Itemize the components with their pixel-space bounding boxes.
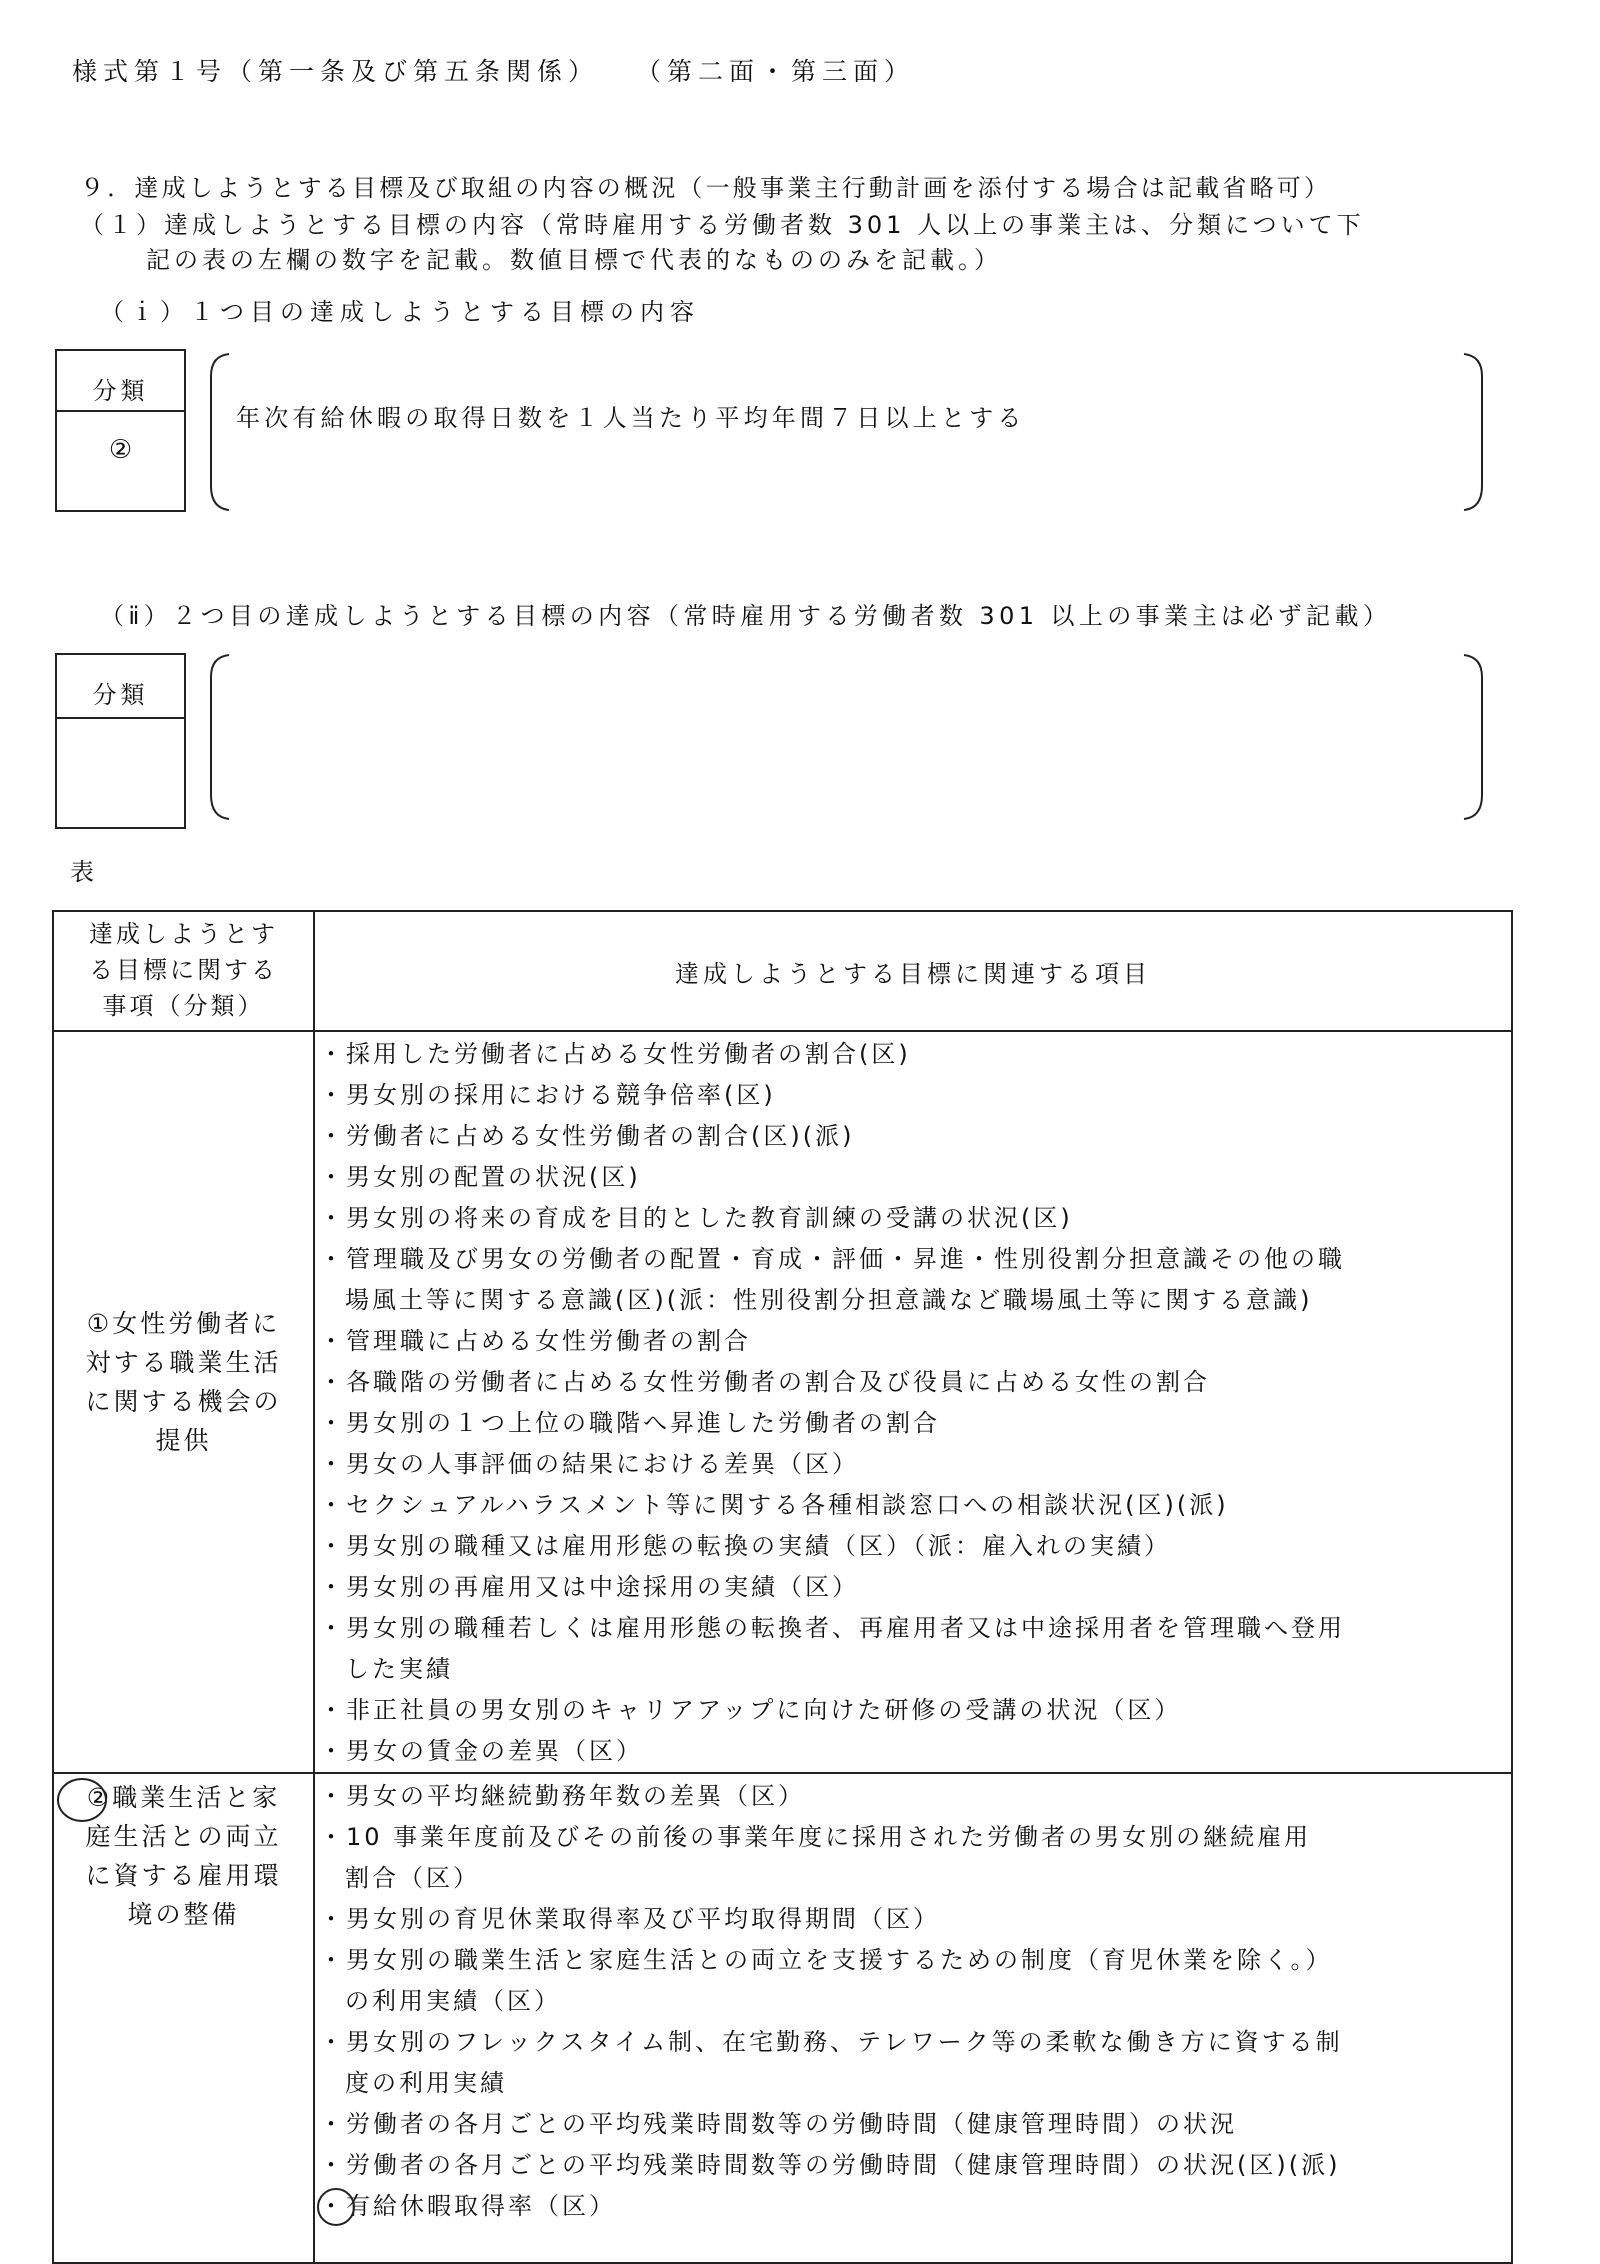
list-item: ・管理職及び男女の労働者の配置・育成・評価・昇進・性別役割分担意識その他の職 場風土等に関する意識(区)(派：性別役割分担意識など職場風土等に関する意識) [319,1245,1345,1314]
header-left-line: る目標に関する [89,956,278,984]
category-line: 対する職業生活 [85,1348,282,1377]
list-item: ・男女別の職業生活と家庭生活との両立を支援するための制度（育児休業を除く。） の利用実績（区） [319,1946,1333,2015]
section-9-title: ９．達成しようとする目標及び取組の内容の概況（一般事業主行動計画を添付する場合は記載省略可） [80,174,1332,202]
category-line: 境の整備 [127,1900,240,1929]
table-header-row [53,911,1512,1031]
goal1-category-label: 分類 [92,377,149,405]
goal2-left-bracket [205,653,235,821]
header-left-line: 事項（分類） [102,992,265,1020]
list-item: ・男女の賃金の差異（区） [319,1737,643,1765]
category-cell-1 [53,1031,314,1773]
section-9-sub1-line2: 記の表の左欄の数字を記載。数値目標で代表的なもののみを記載。） [146,246,1002,274]
goal1-content[interactable]: 年次有給休暇の取得日数を１人当たり平均年間７日以上とする [236,404,1026,432]
goal1-right-bracket [1460,352,1490,512]
goal1-category-divider [57,410,184,412]
table-header-right: 達成しようとする目標に関連する項目 [314,911,1512,1031]
category-line: 提供 [155,1426,212,1455]
list-item: ・男女の人事評価の結果における差異（区） [319,1450,859,1478]
list-item: ・労働者に占める女性労働者の割合(区)(派) [319,1122,855,1150]
items-cell-1 [314,1031,1512,1773]
table-row [53,1773,1512,2263]
category-cell-2 [53,1773,314,2263]
goal2-category-label: 分類 [92,681,149,709]
list-item: ・セクシュアルハラスメント等に関する各種相談窓口への相談状況(区)(派) [319,1491,1229,1519]
list-item: ・男女別の配置の状況(区) [319,1163,641,1191]
selected-item-circle [317,2188,355,2226]
form-number: 様式第１号（第一条及び第五条関係） [72,57,600,86]
goal1-heading: （ｉ）１つ目の達成しようとする目標の内容 [100,298,700,326]
list-item: ・男女別の将来の育成を目的とした教育訓練の受講の状況(区) [319,1204,1073,1232]
category-line: ②職業生活と家 [86,1783,281,1812]
category-line: に関する機会の [85,1387,282,1416]
list-item: ・非正社員の男女別のキャリアアップに向けた研修の受講の状況（区） [319,1696,1182,1724]
goal2-right-bracket [1460,653,1490,821]
list-item: ・男女別のフレックスタイム制、在宅勤務、テレワーク等の柔軟な働き方に資する制 度の利用実績 [319,2028,1343,2097]
list-item: ・男女別の採用における競争倍率(区) [319,1081,776,1109]
list-item: ・男女別の再雇用又は中途採用の実績（区） [319,1573,859,1601]
goal2-category-divider [57,717,184,719]
category-line: ①女性労働者に [86,1309,281,1338]
list-item: ・男女別の職種又は雇用形態の転換の実績（区）（派：雇入れの実績） [319,1532,1171,1560]
list-item: ・労働者の各月ごとの平均残業時間数等の労働時間（健康管理時間）の状況(区)(派) [319,2151,1341,2179]
list-item: ・男女別の職種若しくは雇用形態の転換者、再雇用者又は中途採用者を管理職へ登用 した実績 [319,1614,1345,1683]
goal2-heading: （ⅱ）２つ目の達成しようとする目標の内容（常時雇用する労働者数 301 以上の事業主は必ず記載） [100,602,1392,630]
header-left-line: 達成しようとす [89,920,278,948]
goal-category-table [52,910,1513,2264]
list-item: ・男女別の育児休業取得率及び平均取得期間（区） [319,1905,940,1933]
page-label: （第二面・第三面） [636,57,916,86]
section-9-sub1-line1: （１）達成しようとする目標の内容（常時雇用する労働者数 301 人以上の事業主は、分類について下 [80,211,1365,239]
table-header-left [53,911,314,1031]
list-item: ・採用した労働者に占める女性労働者の割合(区) [319,1040,911,1068]
list-item: ・10 事業年度前及びその前後の事業年度に採用された労働者の男女別の継続雇用 割合（区） [319,1823,1312,1892]
table-caption: 表 [70,858,94,886]
category-line: 庭生活との両立 [85,1822,282,1851]
list-item: ・管理職に占める女性労働者の割合 [319,1327,751,1355]
list-item: ・労働者の各月ごとの平均残業時間数等の労働時間（健康管理時間）の状況 [319,2110,1237,2138]
category-line: に資する雇用環 [85,1861,282,1890]
goal1-category-value[interactable]: ② [108,435,133,465]
list-item: ・各職階の労働者に占める女性労働者の割合及び役員に占める女性の割合 [319,1368,1210,1396]
goal1-left-bracket [205,352,235,512]
table-row [53,1031,1512,1773]
list-item: ・男女の平均継続勤務年数の差異（区） [319,1782,805,1810]
items-cell-2 [314,1773,1512,2263]
goal1-category-box [55,349,186,512]
list-item: ・男女別の１つ上位の職階へ昇進した労働者の割合 [319,1409,940,1437]
goal2-category-box [55,653,186,829]
list-item-selected: ・有給休暇取得率（区） [319,2186,1507,2227]
selected-category-circle [57,1778,107,1822]
